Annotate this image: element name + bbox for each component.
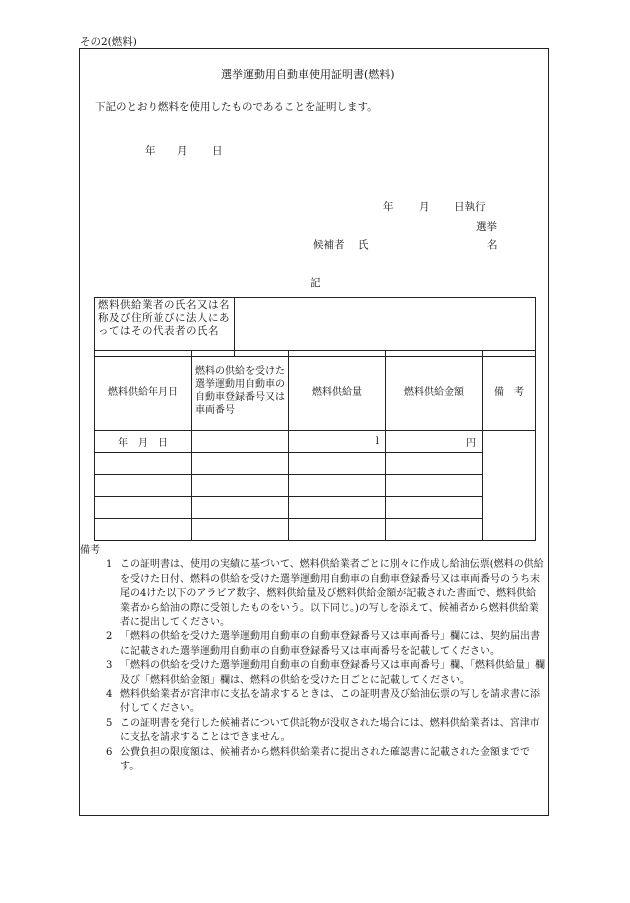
note-item (80, 688, 546, 717)
note-text: 公費負担の限度額は、候補者から燃料供給業者に提出された確認書に記載された金額までです。 (120, 746, 530, 773)
supplier-table (94, 297, 536, 357)
election-day-executed: 日執行 (454, 201, 486, 213)
notes-title: 備考 (80, 545, 100, 556)
note-item (80, 659, 546, 688)
header-vehicle: 燃料の供給を受けた選挙運動用自動車の自動車登録番号又は車両番号 (192, 351, 289, 431)
row-date[interactable] (95, 497, 192, 519)
row-amount[interactable] (289, 519, 386, 541)
row-vehicle[interactable] (192, 453, 289, 475)
note-text: この証明書を発行した候補者について供託物が没収された場合には、燃料供給業者は、宮津市に支払を請求することはできません。 (120, 717, 540, 744)
candidate-name-1: 氏 (358, 239, 369, 251)
row-date[interactable] (95, 519, 192, 541)
date-day: 日 (212, 145, 223, 157)
note-number: 2 (106, 631, 113, 643)
row-amount[interactable] (289, 475, 386, 497)
note-number: 1 (106, 559, 113, 571)
row-amount[interactable] (289, 497, 386, 519)
table-row (95, 497, 536, 519)
header-amount: 燃料供給量 (289, 351, 386, 431)
row-amount[interactable] (289, 453, 386, 475)
date-year: 年 (145, 145, 156, 157)
row-vehicle[interactable] (192, 475, 289, 497)
note-item (80, 717, 546, 746)
row-amount[interactable]: l (289, 431, 386, 453)
note-number: 3 (106, 660, 113, 672)
row-date[interactable]: 年 月 日 (95, 431, 192, 453)
row-vehicle[interactable] (192, 519, 289, 541)
note-number: 4 (106, 689, 113, 701)
row-price[interactable] (386, 475, 483, 497)
candidate-name-2: 名 (487, 239, 498, 251)
row-vehicle[interactable] (192, 497, 289, 519)
supplier-value[interactable] (235, 298, 536, 357)
row-vehicle[interactable] (192, 431, 289, 453)
table-row (95, 431, 536, 453)
note-item (80, 630, 546, 659)
notes-section (80, 544, 546, 775)
note-text: 燃料供給業者が宮津市に支払を請求するときは、この証明書及び給油伝票の写しを請求書に添付してください。 (120, 689, 540, 715)
election-month: 月 (419, 201, 430, 213)
note-item (80, 558, 546, 630)
note-number: 6 (106, 746, 113, 758)
header-price: 燃料供給金額 (386, 351, 483, 431)
candidate-label: 候補者 (313, 239, 345, 251)
header-date: 燃料供給年月日 (95, 351, 192, 431)
remarks-cell[interactable] (483, 431, 536, 541)
note-number: 5 (106, 717, 113, 729)
election-label: 選挙 (476, 221, 497, 233)
row-price[interactable] (386, 453, 483, 475)
note-text: この証明書は、使用の実績に基づいて、燃料供給業者ごとに別々に作成し給油伝票(燃料の供給を受けた日付、燃料の供給を受けた選挙運動用自動車の自動車登録番号又は車両番号のうち末尾の4けた以下のアラビア数字、燃料供給量及び燃料供給金額が記載された書面で、燃料供給業者から給油の際に受領したものをいう。以下同じ。)の写しを添えて、候補者から燃料供給業者に提出してください。 (120, 559, 544, 629)
page-title: 選挙運動用自動車使用証明書(燃料) (221, 68, 395, 81)
intro-text: 下記のとおり燃料を使用したものであることを証明します。 (95, 101, 378, 113)
note-item (80, 746, 546, 775)
table-row (95, 475, 536, 497)
header-remarks: 備 考 (483, 351, 536, 431)
table-row (95, 519, 536, 541)
table-row (95, 453, 536, 475)
row-price[interactable] (386, 519, 483, 541)
date-month: 月 (177, 145, 188, 157)
row-price[interactable] (386, 497, 483, 519)
row-date[interactable] (95, 475, 192, 497)
ki-heading: 記 (310, 277, 321, 289)
row-date[interactable] (95, 453, 192, 475)
election-year: 年 (383, 201, 394, 213)
row-price[interactable]: 円 (386, 431, 483, 453)
note-text: 「燃料の供給を受けた選挙運動用自動車の自動車登録番号又は車両番号」欄には、契約届出書に記載された選挙運動用自動車の自動車登録番号又は車両番号を記載してください。 (120, 631, 540, 657)
note-text: 「燃料の供給を受けた選挙運動用自動車の自動車登録番号又は車両番号」欄、「燃料供給量」欄及び「燃料供給金額」欄は、燃料の供給を受けた日ごとに記載してください。 (120, 660, 545, 686)
supplier-label: 燃料供給業者の氏名又は名称及び住所並びに法人にあってはその代表者の氏名 (95, 298, 235, 357)
form-number-label: その2(燃料) (80, 36, 137, 48)
fuel-supply-table (94, 350, 536, 541)
